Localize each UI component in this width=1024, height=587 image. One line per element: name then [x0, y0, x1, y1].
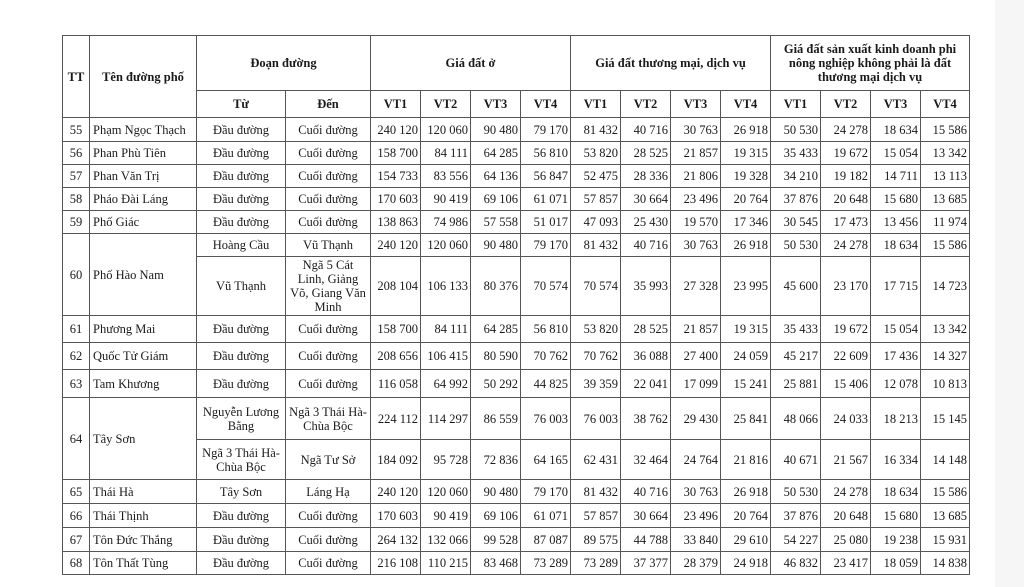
segment-from: Đầu đường — [197, 370, 286, 398]
price-production-vt3: 15 680 — [871, 504, 921, 528]
price-commercial-vt1: 47 093 — [571, 211, 621, 234]
price-residential-vt4: 56 810 — [521, 316, 571, 343]
price-commercial-vt3: 21 806 — [671, 165, 721, 188]
header-street-name: Tên đường phố — [90, 36, 197, 118]
price-residential-vt1: 240 120 — [371, 118, 421, 142]
price-production-vt4: 14 723 — [921, 257, 970, 316]
price-residential-vt1: 208 656 — [371, 343, 421, 370]
price-commercial-vt1: 39 359 — [571, 370, 621, 398]
price-commercial-vt2: 38 762 — [621, 398, 671, 440]
price-commercial-vt3: 27 328 — [671, 257, 721, 316]
segment-from: Đầu đường — [197, 118, 286, 142]
price-commercial-vt1: 89 575 — [571, 528, 621, 552]
price-production-vt4: 13 342 — [921, 316, 970, 343]
price-production-vt1: 46 832 — [771, 552, 821, 575]
price-residential-vt2: 120 060 — [421, 118, 471, 142]
price-production-vt4: 14 327 — [921, 343, 970, 370]
segment-to: Cuối đường — [286, 142, 371, 165]
price-production-vt2: 19 672 — [821, 316, 871, 343]
price-commercial-vt1: 62 431 — [571, 440, 621, 480]
price-production-vt4: 13 685 — [921, 504, 970, 528]
price-residential-vt4: 70 762 — [521, 343, 571, 370]
price-commercial-vt4: 23 995 — [721, 257, 771, 316]
price-residential-vt3: 90 480 — [471, 234, 521, 257]
price-commercial-vt4: 20 764 — [721, 188, 771, 211]
price-production-vt4: 15 586 — [921, 118, 970, 142]
price-production-vt4: 13 113 — [921, 165, 970, 188]
segment-from: Nguyễn Lương Bằng — [197, 398, 286, 440]
header-vt4: VT4 — [721, 91, 771, 118]
price-commercial-vt1: 76 003 — [571, 398, 621, 440]
row-number: 55 — [63, 118, 90, 142]
table-row — [63, 188, 970, 211]
price-residential-vt4: 79 170 — [521, 480, 571, 504]
segment-to: Ngã 5 Cát Linh, Giảng Võ, Giang Văn Minh — [286, 257, 371, 316]
price-residential-vt2: 120 060 — [421, 234, 471, 257]
price-production-vt2: 24 278 — [821, 118, 871, 142]
price-residential-vt4: 56 847 — [521, 165, 571, 188]
street-name: Tam Khương — [90, 370, 197, 398]
segment-from: Hoàng Cầu — [197, 234, 286, 257]
price-production-vt1: 25 881 — [771, 370, 821, 398]
price-residential-vt4: 79 170 — [521, 118, 571, 142]
price-commercial-vt4: 26 918 — [721, 118, 771, 142]
price-production-vt2: 22 609 — [821, 343, 871, 370]
price-commercial-vt3: 29 430 — [671, 398, 721, 440]
price-production-vt4: 10 813 — [921, 370, 970, 398]
price-residential-vt1: 138 863 — [371, 211, 421, 234]
price-residential-vt2: 83 556 — [421, 165, 471, 188]
price-production-vt2: 25 080 — [821, 528, 871, 552]
price-residential-vt3: 99 528 — [471, 528, 521, 552]
price-commercial-vt3: 30 763 — [671, 480, 721, 504]
land-price-table — [62, 35, 970, 575]
price-commercial-vt4: 19 315 — [721, 316, 771, 343]
price-commercial-vt1: 70 574 — [571, 257, 621, 316]
row-number: 63 — [63, 370, 90, 398]
price-production-vt4: 13 342 — [921, 142, 970, 165]
price-commercial-vt1: 57 857 — [571, 188, 621, 211]
header-production: Giá đất sản xuất kinh doanh phi nông nghiệp không phải là đất thương mại dịch vụ — [771, 36, 970, 91]
table-row — [63, 118, 970, 142]
price-residential-vt3: 69 106 — [471, 504, 521, 528]
price-production-vt4: 11 974 — [921, 211, 970, 234]
price-production-vt3: 12 078 — [871, 370, 921, 398]
price-commercial-vt2: 25 430 — [621, 211, 671, 234]
price-commercial-vt4: 20 764 — [721, 504, 771, 528]
price-residential-vt2: 106 415 — [421, 343, 471, 370]
header-vt2: VT2 — [821, 91, 871, 118]
price-production-vt3: 18 634 — [871, 118, 921, 142]
price-residential-vt4: 61 071 — [521, 504, 571, 528]
price-commercial-vt3: 21 857 — [671, 316, 721, 343]
table-row — [63, 257, 970, 316]
price-production-vt1: 48 066 — [771, 398, 821, 440]
segment-to: Cuối đường — [286, 165, 371, 188]
price-commercial-vt3: 23 496 — [671, 188, 721, 211]
price-production-vt2: 23 170 — [821, 257, 871, 316]
price-residential-vt4: 79 170 — [521, 234, 571, 257]
segment-from: Đầu đường — [197, 343, 286, 370]
price-commercial-vt1: 53 820 — [571, 316, 621, 343]
header-vt3: VT3 — [671, 91, 721, 118]
price-production-vt2: 19 182 — [821, 165, 871, 188]
header-vt2: VT2 — [621, 91, 671, 118]
price-commercial-vt2: 36 088 — [621, 343, 671, 370]
price-production-vt3: 18 634 — [871, 480, 921, 504]
row-number: 64 — [63, 398, 90, 480]
price-residential-vt1: 158 700 — [371, 142, 421, 165]
price-residential-vt1: 184 092 — [371, 440, 421, 480]
street-name: Quốc Tử Giám — [90, 343, 197, 370]
price-residential-vt2: 84 111 — [421, 142, 471, 165]
street-name: Tây Sơn — [90, 398, 197, 480]
price-residential-vt3: 57 558 — [471, 211, 521, 234]
price-commercial-vt2: 30 664 — [621, 188, 671, 211]
segment-to: Cuối đường — [286, 211, 371, 234]
price-residential-vt1: 170 603 — [371, 504, 421, 528]
price-residential-vt1: 170 603 — [371, 188, 421, 211]
price-commercial-vt2: 28 336 — [621, 165, 671, 188]
segment-from: Ngã 3 Thái Hà-Chùa Bộc — [197, 440, 286, 480]
price-commercial-vt4: 21 816 — [721, 440, 771, 480]
price-commercial-vt3: 19 570 — [671, 211, 721, 234]
segment-from: Đầu đường — [197, 211, 286, 234]
price-residential-vt1: 264 132 — [371, 528, 421, 552]
price-production-vt2: 20 648 — [821, 188, 871, 211]
price-residential-vt1: 224 112 — [371, 398, 421, 440]
price-residential-vt2: 95 728 — [421, 440, 471, 480]
table-row — [63, 440, 970, 480]
street-name: Phan Phù Tiên — [90, 142, 197, 165]
price-production-vt3: 16 334 — [871, 440, 921, 480]
price-commercial-vt2: 32 464 — [621, 440, 671, 480]
street-name: Phố Giác — [90, 211, 197, 234]
price-production-vt1: 37 876 — [771, 188, 821, 211]
header-vt4: VT4 — [521, 91, 571, 118]
header-vt3: VT3 — [871, 91, 921, 118]
segment-to: Cuối đường — [286, 552, 371, 575]
price-residential-vt4: 73 289 — [521, 552, 571, 575]
price-residential-vt1: 240 120 — [371, 480, 421, 504]
price-residential-vt3: 72 836 — [471, 440, 521, 480]
header-vt1: VT1 — [771, 91, 821, 118]
header-tt: TT — [63, 36, 90, 118]
price-production-vt2: 19 672 — [821, 142, 871, 165]
price-residential-vt4: 56 810 — [521, 142, 571, 165]
row-number: 68 — [63, 552, 90, 575]
segment-from: Đầu đường — [197, 504, 286, 528]
segment-to: Cuối đường — [286, 504, 371, 528]
table-row — [63, 528, 970, 552]
price-residential-vt1: 154 733 — [371, 165, 421, 188]
street-name: Phạm Ngọc Thạch — [90, 118, 197, 142]
row-number: 60 — [63, 234, 90, 316]
price-production-vt1: 50 530 — [771, 118, 821, 142]
table-row — [63, 370, 970, 398]
segment-from: Vũ Thạnh — [197, 257, 286, 316]
table-row — [63, 234, 970, 257]
price-production-vt1: 45 600 — [771, 257, 821, 316]
row-number: 67 — [63, 528, 90, 552]
price-residential-vt4: 61 071 — [521, 188, 571, 211]
row-number: 66 — [63, 504, 90, 528]
price-residential-vt3: 83 468 — [471, 552, 521, 575]
street-name: Tôn Đức Thắng — [90, 528, 197, 552]
price-residential-vt4: 51 017 — [521, 211, 571, 234]
price-residential-vt2: 90 419 — [421, 504, 471, 528]
price-commercial-vt3: 28 379 — [671, 552, 721, 575]
price-commercial-vt4: 24 918 — [721, 552, 771, 575]
price-commercial-vt2: 28 525 — [621, 142, 671, 165]
price-commercial-vt4: 24 059 — [721, 343, 771, 370]
street-name: Pháo Đài Láng — [90, 188, 197, 211]
price-commercial-vt4: 26 918 — [721, 480, 771, 504]
price-production-vt1: 50 530 — [771, 480, 821, 504]
street-name: Phan Văn Trị — [90, 165, 197, 188]
price-residential-vt3: 50 292 — [471, 370, 521, 398]
price-production-vt3: 15 054 — [871, 316, 921, 343]
price-residential-vt2: 120 060 — [421, 480, 471, 504]
price-residential-vt3: 64 285 — [471, 142, 521, 165]
table-row — [63, 142, 970, 165]
price-production-vt3: 18 213 — [871, 398, 921, 440]
price-residential-vt2: 84 111 — [421, 316, 471, 343]
segment-to: Láng Hạ — [286, 480, 371, 504]
street-name: Phố Hào Nam — [90, 234, 197, 316]
price-production-vt3: 13 456 — [871, 211, 921, 234]
street-name: Tôn Thất Tùng — [90, 552, 197, 575]
segment-to: Ngã Tư Sở — [286, 440, 371, 480]
price-production-vt2: 24 278 — [821, 234, 871, 257]
price-commercial-vt1: 81 432 — [571, 480, 621, 504]
header-commercial: Giá đất thương mại, dịch vụ — [571, 36, 771, 91]
price-commercial-vt3: 23 496 — [671, 504, 721, 528]
header-vt4: VT4 — [921, 91, 970, 118]
price-production-vt3: 14 711 — [871, 165, 921, 188]
price-production-vt3: 19 238 — [871, 528, 921, 552]
price-production-vt2: 23 417 — [821, 552, 871, 575]
segment-to: Cuối đường — [286, 118, 371, 142]
header-residential: Giá đất ở — [371, 36, 571, 91]
price-production-vt4: 14 148 — [921, 440, 970, 480]
price-production-vt1: 45 217 — [771, 343, 821, 370]
price-commercial-vt4: 15 241 — [721, 370, 771, 398]
price-commercial-vt4: 19 328 — [721, 165, 771, 188]
price-residential-vt3: 64 285 — [471, 316, 521, 343]
header-vt1: VT1 — [571, 91, 621, 118]
price-residential-vt4: 76 003 — [521, 398, 571, 440]
price-production-vt3: 15 054 — [871, 142, 921, 165]
price-production-vt4: 15 145 — [921, 398, 970, 440]
table-row — [63, 165, 970, 188]
price-production-vt3: 15 680 — [871, 188, 921, 211]
segment-from: Đầu đường — [197, 188, 286, 211]
price-commercial-vt3: 27 400 — [671, 343, 721, 370]
price-commercial-vt3: 24 764 — [671, 440, 721, 480]
price-commercial-vt1: 81 432 — [571, 234, 621, 257]
header-to: Đến — [286, 91, 371, 118]
price-production-vt4: 14 838 — [921, 552, 970, 575]
table-row — [63, 211, 970, 234]
price-residential-vt4: 70 574 — [521, 257, 571, 316]
price-production-vt4: 13 685 — [921, 188, 970, 211]
table-row — [63, 480, 970, 504]
price-commercial-vt4: 17 346 — [721, 211, 771, 234]
price-production-vt1: 40 671 — [771, 440, 821, 480]
price-commercial-vt3: 21 857 — [671, 142, 721, 165]
price-production-vt3: 17 715 — [871, 257, 921, 316]
page-edge — [995, 0, 1024, 587]
price-production-vt3: 18 059 — [871, 552, 921, 575]
row-number: 58 — [63, 188, 90, 211]
price-production-vt1: 37 876 — [771, 504, 821, 528]
price-commercial-vt2: 22 041 — [621, 370, 671, 398]
price-commercial-vt1: 81 432 — [571, 118, 621, 142]
price-production-vt1: 30 545 — [771, 211, 821, 234]
price-commercial-vt2: 37 377 — [621, 552, 671, 575]
price-residential-vt3: 86 559 — [471, 398, 521, 440]
segment-from: Đầu đường — [197, 528, 286, 552]
price-residential-vt4: 87 087 — [521, 528, 571, 552]
price-residential-vt2: 90 419 — [421, 188, 471, 211]
segment-from: Đầu đường — [197, 142, 286, 165]
price-residential-vt1: 158 700 — [371, 316, 421, 343]
header-from: Từ — [197, 91, 286, 118]
price-residential-vt2: 106 133 — [421, 257, 471, 316]
price-production-vt1: 35 433 — [771, 316, 821, 343]
price-commercial-vt2: 40 716 — [621, 234, 671, 257]
segment-to: Vũ Thạnh — [286, 234, 371, 257]
price-commercial-vt2: 35 993 — [621, 257, 671, 316]
price-production-vt4: 15 931 — [921, 528, 970, 552]
price-production-vt4: 15 586 — [921, 480, 970, 504]
header-vt3: VT3 — [471, 91, 521, 118]
price-commercial-vt4: 25 841 — [721, 398, 771, 440]
price-residential-vt1: 216 108 — [371, 552, 421, 575]
price-production-vt2: 24 278 — [821, 480, 871, 504]
table-row — [63, 398, 970, 440]
table-row — [63, 343, 970, 370]
price-production-vt2: 15 406 — [821, 370, 871, 398]
price-residential-vt3: 80 376 — [471, 257, 521, 316]
price-commercial-vt2: 28 525 — [621, 316, 671, 343]
table-row — [63, 552, 970, 575]
street-name: Thái Hà — [90, 480, 197, 504]
segment-from: Đầu đường — [197, 165, 286, 188]
price-residential-vt2: 64 992 — [421, 370, 471, 398]
header-vt1: VT1 — [371, 91, 421, 118]
price-commercial-vt2: 40 716 — [621, 480, 671, 504]
price-residential-vt3: 80 590 — [471, 343, 521, 370]
price-commercial-vt4: 29 610 — [721, 528, 771, 552]
price-residential-vt2: 110 215 — [421, 552, 471, 575]
row-number: 56 — [63, 142, 90, 165]
price-commercial-vt1: 53 820 — [571, 142, 621, 165]
price-residential-vt2: 114 297 — [421, 398, 471, 440]
price-production-vt1: 54 227 — [771, 528, 821, 552]
price-commercial-vt2: 40 716 — [621, 118, 671, 142]
row-number: 59 — [63, 211, 90, 234]
price-production-vt1: 34 210 — [771, 165, 821, 188]
price-production-vt2: 20 648 — [821, 504, 871, 528]
price-commercial-vt2: 30 664 — [621, 504, 671, 528]
price-residential-vt1: 116 058 — [371, 370, 421, 398]
price-production-vt3: 17 436 — [871, 343, 921, 370]
price-residential-vt3: 69 106 — [471, 188, 521, 211]
segment-to: Cuối đường — [286, 528, 371, 552]
price-production-vt2: 24 033 — [821, 398, 871, 440]
price-residential-vt3: 90 480 — [471, 480, 521, 504]
segment-from: Đầu đường — [197, 316, 286, 343]
price-commercial-vt1: 57 857 — [571, 504, 621, 528]
price-commercial-vt3: 33 840 — [671, 528, 721, 552]
price-residential-vt3: 64 136 — [471, 165, 521, 188]
segment-from: Tây Sơn — [197, 480, 286, 504]
table-row — [63, 316, 970, 343]
price-commercial-vt4: 26 918 — [721, 234, 771, 257]
price-residential-vt4: 64 165 — [521, 440, 571, 480]
price-commercial-vt3: 30 763 — [671, 118, 721, 142]
price-commercial-vt4: 19 315 — [721, 142, 771, 165]
price-commercial-vt1: 52 475 — [571, 165, 621, 188]
price-residential-vt2: 132 066 — [421, 528, 471, 552]
segment-from: Đầu đường — [197, 552, 286, 575]
segment-to: Cuối đường — [286, 370, 371, 398]
price-production-vt3: 18 634 — [871, 234, 921, 257]
price-commercial-vt3: 30 763 — [671, 234, 721, 257]
price-commercial-vt2: 44 788 — [621, 528, 671, 552]
header-vt2: VT2 — [421, 91, 471, 118]
row-number: 65 — [63, 480, 90, 504]
street-name: Thái Thịnh — [90, 504, 197, 528]
price-production-vt1: 50 530 — [771, 234, 821, 257]
segment-to: Cuối đường — [286, 343, 371, 370]
price-production-vt2: 17 473 — [821, 211, 871, 234]
row-number: 57 — [63, 165, 90, 188]
price-production-vt4: 15 586 — [921, 234, 970, 257]
price-commercial-vt3: 17 099 — [671, 370, 721, 398]
price-production-vt2: 21 567 — [821, 440, 871, 480]
segment-to: Cuối đường — [286, 188, 371, 211]
price-residential-vt3: 90 480 — [471, 118, 521, 142]
row-number: 62 — [63, 343, 90, 370]
price-residential-vt1: 208 104 — [371, 257, 421, 316]
price-residential-vt4: 44 825 — [521, 370, 571, 398]
street-name: Phương Mai — [90, 316, 197, 343]
segment-to: Ngã 3 Thái Hà-Chùa Bộc — [286, 398, 371, 440]
row-number: 61 — [63, 316, 90, 343]
price-commercial-vt1: 73 289 — [571, 552, 621, 575]
price-residential-vt2: 74 986 — [421, 211, 471, 234]
price-production-vt1: 35 433 — [771, 142, 821, 165]
price-residential-vt1: 240 120 — [371, 234, 421, 257]
table-row — [63, 504, 970, 528]
price-commercial-vt1: 70 762 — [571, 343, 621, 370]
segment-to: Cuối đường — [286, 316, 371, 343]
header-segment: Đoạn đường — [197, 36, 371, 91]
